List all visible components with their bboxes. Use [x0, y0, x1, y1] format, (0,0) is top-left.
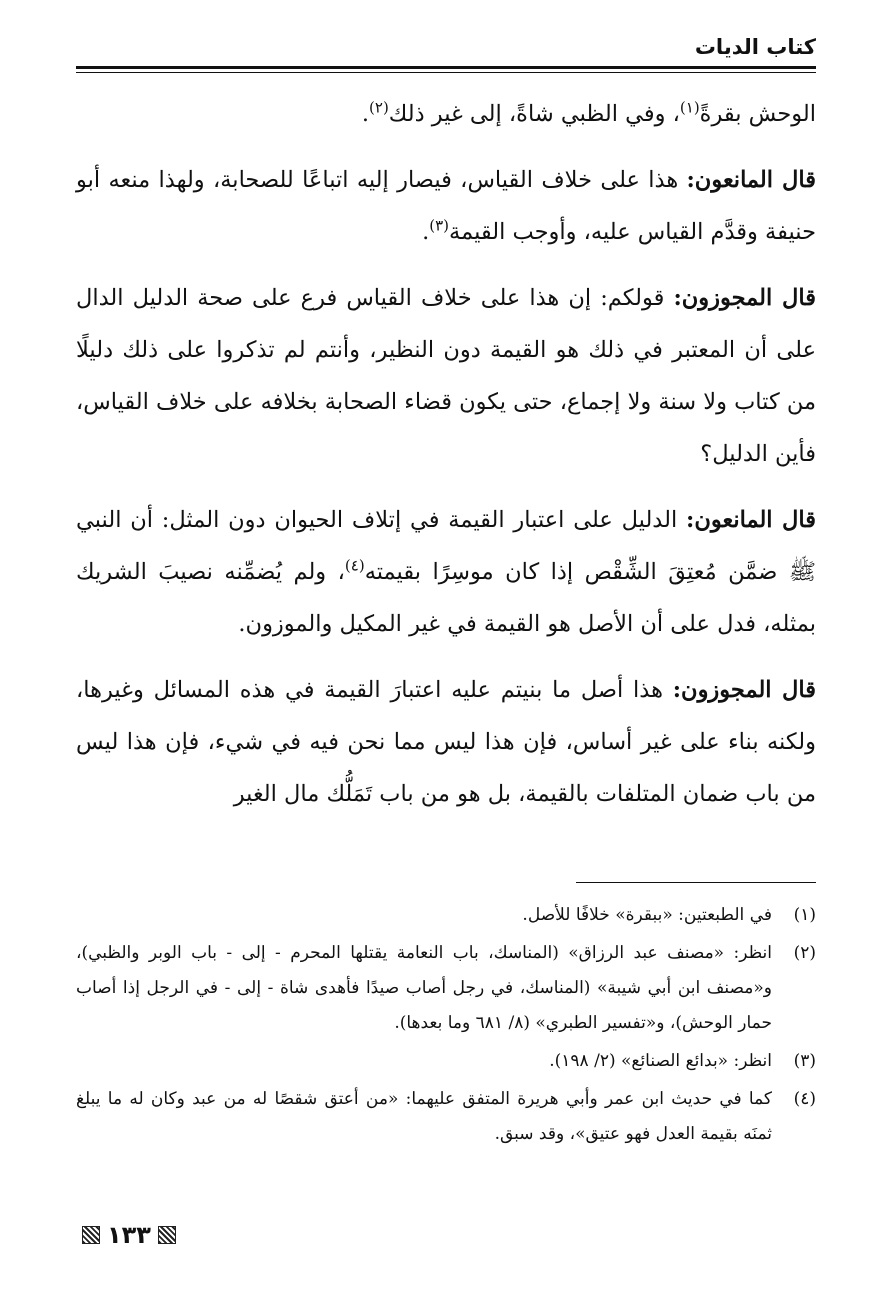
footnote-3 [76, 1044, 816, 1079]
footnote-number: (٤) [793, 1089, 816, 1109]
footnote-text: انظر: «مصنف عبد الرزاق» (المناسك، باب النعامة يقتلها المحرم - إلى - باب الوبر والظبي)، و«مصنف ابن أبي شيبة» (المناسك، في رجل أصاب صيدًا فأهدى شاة - إلى - في الرجل إذا أصاب حمار الوحش)، و«تفسير الطبري» (٨/ ٦٨١ وما بعدها). [76, 943, 772, 1033]
p1-text-b: ، وفي الظبي شاةً، إلى غير ذلك [388, 101, 680, 127]
footnote-ref-3[interactable]: (٣) [429, 216, 450, 235]
footnote-text: كما في حديث ابن عمر وأبي هريرة المتفق عليهما: «من أعتق شقصًا له من عبد وكان له ما يبلغ ثمنَه بقيمة العدل فهو عتيق»، وقد سبق. [76, 1089, 772, 1144]
footnotes [76, 898, 816, 1155]
p1-text-a: الوحش بقرةً [699, 101, 816, 127]
ornament-icon [82, 1226, 100, 1244]
speaker-label: قال المانعون: [686, 507, 816, 533]
paragraph-1 [76, 88, 816, 140]
footnote-separator [576, 882, 816, 883]
paragraph-4 [76, 494, 816, 650]
footnote-1 [76, 898, 816, 933]
footnote-number: (١) [793, 905, 816, 925]
footnote-number: (٣) [793, 1051, 816, 1071]
ornament-icon [158, 1226, 176, 1244]
p4-text-b: ، ولم يُضمِّنه نصيبَ الشريك بمثله، فدل على أن الأصل هو القيمة في غير المكيل والموزون. [76, 559, 816, 637]
footnote-4 [76, 1082, 816, 1152]
footnote-2 [76, 936, 816, 1041]
p4-text-a: الدليل على اعتبار القيمة في إتلاف الحيوان دون المثل: أن النبي ﷺ ضمَّن مُعتِقَ الشِّقْص إذا كان موسِرًا بقيمته [76, 507, 816, 585]
footnote-text: في الطبعتين: «ببقرة» خلافًا للأصل. [522, 905, 772, 925]
page-number-block [82, 1222, 176, 1248]
p5-text: هذا أصل ما بنيتم عليه اعتبارَ القيمة في هذه المسائل وغيرها، ولكنه بناء على غير أساس، فإن هذا ليس مما نحن فيه في شيء، فإن هذا ليس من باب ضمان المتلفات بالقيمة، بل هو من باب تَمَلُّك مال الغير [76, 677, 816, 807]
footnote-ref-1[interactable]: (١) [679, 98, 700, 117]
paragraph-5 [76, 664, 816, 820]
footnote-number: (٢) [793, 943, 816, 963]
paragraph-3 [76, 272, 816, 480]
main-text [76, 88, 816, 834]
speaker-label: قال المجوزون: [673, 285, 816, 311]
page-number: ١٣٣ [107, 1221, 151, 1249]
footnote-ref-2[interactable]: (٢) [369, 98, 389, 117]
p2-text-a: هذا على خلاف القياس، فيصار إليه اتباعًا للصحابة، ولهذا منعه أبو حنيفة وقدَّم القياس عليه، وأوجب القيمة [76, 167, 816, 245]
header-rule-thin [76, 72, 816, 73]
running-header-title: كتاب الديات [694, 35, 816, 59]
speaker-label: قال المانعون: [686, 167, 816, 193]
paragraph-2 [76, 154, 816, 258]
footnote-text: انظر: «بدائع الصنائع» (٢/ ١٩٨). [549, 1051, 772, 1071]
p1-text-c: . [361, 101, 370, 127]
footnote-ref-4[interactable]: (٤) [344, 556, 365, 575]
p3-text: قولكم: إن هذا على خلاف القياس فرع على صحة الدليل الدال على أن المعتبر في ذلك هو القيمة دون النظير، وأنتم لم تذكروا على ذلك دليلًا من كتاب ولا سنة ولا إجماع، حتى يكون قضاء الصحابة بخلافه على خلاف القياس، فأين الدليل؟ [76, 285, 816, 467]
header-rule-thick [76, 66, 816, 69]
speaker-label: قال المجوزون: [672, 677, 816, 703]
p2-text-b: . [422, 219, 430, 245]
